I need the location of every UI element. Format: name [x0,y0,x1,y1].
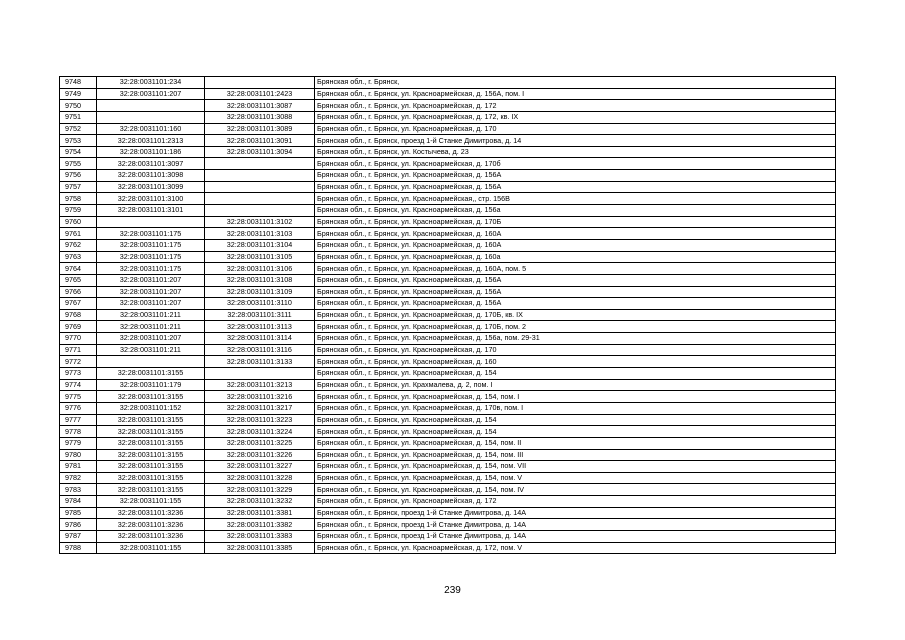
table-row [60,426,836,438]
table-row [60,181,836,193]
object-number-cell [205,205,315,217]
parcel-number-cell: 32:28:0031101:3155 [97,472,205,484]
parcel-number-cell: 32:28:0031101:179 [97,379,205,391]
parcel-number-cell: 32:28:0031101:207 [97,298,205,310]
object-number-cell [205,77,315,89]
parcel-number-cell [97,111,205,123]
table-row [60,379,836,391]
table-row [60,519,836,531]
address-cell: Брянская обл., г. Брянск, ул. Красноармейская, д. 154 [315,368,836,380]
row-number-cell: 9751 [60,111,97,123]
address-cell: Брянская обл., г. Брянск, ул. Красноармейская, д. 160А [315,239,836,251]
object-number-cell: 32:28:0031101:3103 [205,228,315,240]
row-number-cell: 9775 [60,391,97,403]
table-row [60,472,836,484]
address-cell: Брянская обл., г. Брянск, ул. Красноармейская, д. 154 [315,426,836,438]
parcel-number-cell: 32:28:0031101:3155 [97,414,205,426]
object-number-cell: 32:28:0031101:3102 [205,216,315,228]
parcel-number-cell: 32:28:0031101:3101 [97,205,205,217]
parcel-number-cell: 32:28:0031101:211 [97,309,205,321]
address-cell: Брянская обл., г. Брянск, ул. Красноармейская, д. 156А [315,170,836,182]
page-number: 239 [444,585,461,596]
object-number-cell: 32:28:0031101:3216 [205,391,315,403]
object-number-cell: 32:28:0031101:3111 [205,309,315,321]
address-cell: Брянская обл., г. Брянск, ул. Красноармейская, д. 156А [315,298,836,310]
address-cell: Брянская обл., г. Брянск, ул. Красноармейская, д. 160А, пом. 5 [315,263,836,275]
address-cell: Брянская обл., г. Брянск, ул. Крахмалева, д. 2, пом. I [315,379,836,391]
address-cell: Брянская обл., г. Брянск, ул. Красноармейская, д. 154, пом. IV [315,484,836,496]
table-row [60,228,836,240]
parcel-number-cell: 32:28:0031101:155 [97,542,205,554]
table-row [60,507,836,519]
table-row [60,251,836,263]
row-number-cell: 9768 [60,309,97,321]
parcel-number-cell: 32:28:0031101:207 [97,274,205,286]
table-row [60,344,836,356]
object-number-cell: 32:28:0031101:3385 [205,542,315,554]
row-number-cell: 9767 [60,298,97,310]
address-cell: Брянская обл., г. Брянск, ул. Красноармейская, д. 172, пом. V [315,542,836,554]
table-row [60,146,836,158]
table-row [60,309,836,321]
row-number-cell: 9782 [60,472,97,484]
row-number-cell: 9748 [60,77,97,89]
table-row [60,437,836,449]
parcel-number-cell: 32:28:0031101:3155 [97,449,205,461]
address-cell: Брянская обл., г. Брянск, ул. Красноармейская, д. 156а [315,205,836,217]
object-number-cell [205,193,315,205]
object-number-cell: 32:28:0031101:3224 [205,426,315,438]
parcel-number-cell: 32:28:0031101:3155 [97,391,205,403]
object-number-cell: 32:28:0031101:3113 [205,321,315,333]
row-number-cell: 9752 [60,123,97,135]
object-number-cell: 32:28:0031101:2423 [205,88,315,100]
parcel-number-cell: 32:28:0031101:3155 [97,437,205,449]
address-cell: Брянская обл., г. Брянск, проезд 1-й Станке Димитрова, д. 14А [315,530,836,542]
object-number-cell [205,170,315,182]
object-number-cell: 32:28:0031101:3109 [205,286,315,298]
table-row [60,356,836,368]
object-number-cell: 32:28:0031101:3383 [205,530,315,542]
address-cell: Брянская обл., г. Брянск, проезд 1-й Станке Димитрова, д. 14А [315,519,836,531]
address-cell: Брянская обл., г. Брянск, ул. Красноармейская, д. 170 [315,344,836,356]
object-number-cell [205,181,315,193]
parcel-number-cell: 32:28:0031101:207 [97,333,205,345]
address-cell: Брянская обл., г. Брянск, ул. Красноармейская, д. 154, пом. VII [315,461,836,473]
address-cell: Брянская обл., г. Брянск, ул. Красноармейская, д. 154, пом. V [315,472,836,484]
address-cell: Брянская обл., г. Брянск, ул. Красноармейская, д. 170Б, пом. 2 [315,321,836,333]
address-cell: Брянская обл., г. Брянск, проезд 1-й Станке Димитрова, д. 14 [315,135,836,147]
row-number-cell: 9773 [60,368,97,380]
row-number-cell: 9765 [60,274,97,286]
object-number-cell: 32:28:0031101:3217 [205,402,315,414]
parcel-number-cell: 32:28:0031101:3236 [97,519,205,531]
address-cell: Брянская обл., г. Брянск, проезд 1-й Станке Димитрова, д. 14А [315,507,836,519]
row-number-cell: 9785 [60,507,97,519]
object-number-cell: 32:28:0031101:3223 [205,414,315,426]
address-cell: Брянская обл., г. Брянск, ул. Красноармейская, д. 160 [315,356,836,368]
object-number-cell: 32:28:0031101:3116 [205,344,315,356]
address-cell: Брянская обл., г. Брянск, ул. Красноармейская, д. 156А [315,181,836,193]
parcel-number-cell: 32:28:0031101:3155 [97,368,205,380]
address-cell: Брянская обл., г. Брянск, ул. Красноармейская, д. 172 [315,100,836,112]
table-row [60,496,836,508]
row-number-cell: 9760 [60,216,97,228]
address-cell: Брянская обл., г. Брянск, ул. Красноармейская, д. 154, пом. I [315,391,836,403]
table-row [60,484,836,496]
row-number-cell: 9759 [60,205,97,217]
row-number-cell: 9778 [60,426,97,438]
object-number-cell: 32:28:0031101:3382 [205,519,315,531]
parcel-number-cell: 32:28:0031101:211 [97,321,205,333]
row-number-cell: 9788 [60,542,97,554]
address-cell: Брянская обл., г. Брянск, ул. Красноармейская, д. 160А [315,228,836,240]
parcel-number-cell: 32:28:0031101:3099 [97,181,205,193]
parcel-number-cell: 32:28:0031101:3155 [97,461,205,473]
parcel-number-cell: 32:28:0031101:207 [97,88,205,100]
address-cell: Брянская обл., г. Брянск, ул. Красноармейская, д. 172, кв. IX [315,111,836,123]
row-number-cell: 9781 [60,461,97,473]
address-cell: Брянская обл., г. Брянск, ул. Красноармейская, д. 156а, пом. 29-31 [315,333,836,345]
parcel-number-cell: 32:28:0031101:3100 [97,193,205,205]
address-cell: Брянская обл., г. Брянск, ул. Красноармейская, д. 154 [315,414,836,426]
table-row [60,274,836,286]
parcel-number-cell: 32:28:0031101:211 [97,344,205,356]
parcel-number-cell: 32:28:0031101:3236 [97,507,205,519]
table-row [60,286,836,298]
object-number-cell: 32:28:0031101:3105 [205,251,315,263]
address-cell: Брянская обл., г. Брянск, ул. Красноармейская, д. 170 [315,123,836,135]
object-number-cell: 32:28:0031101:3106 [205,263,315,275]
object-number-cell: 32:28:0031101:3213 [205,379,315,391]
parcel-number-cell: 32:28:0031101:175 [97,228,205,240]
address-cell: Брянская обл., г. Брянск, ул. Красноармейская, д. 170б [315,158,836,170]
address-cell: Брянская обл., г. Брянск, ул. Красноармейская, д. 170Б, кв. IX [315,309,836,321]
object-number-cell: 32:28:0031101:3110 [205,298,315,310]
parcel-number-cell: 32:28:0031101:175 [97,251,205,263]
object-number-cell: 32:28:0031101:3104 [205,239,315,251]
address-cell: Брянская обл., г. Брянск, ул. Красноармейская, д. 156А [315,274,836,286]
row-number-cell: 9754 [60,146,97,158]
registry-table-body [60,77,836,554]
table-row [60,298,836,310]
row-number-cell: 9783 [60,484,97,496]
address-cell: Брянская обл., г. Брянск, ул. Красноармейская, д. 160а [315,251,836,263]
object-number-cell: 32:28:0031101:3133 [205,356,315,368]
parcel-number-cell: 32:28:0031101:234 [97,77,205,89]
object-number-cell [205,158,315,170]
row-number-cell: 9764 [60,263,97,275]
object-number-cell: 32:28:0031101:3227 [205,461,315,473]
table-row [60,100,836,112]
object-number-cell: 32:28:0031101:3108 [205,274,315,286]
parcel-number-cell [97,216,205,228]
row-number-cell: 9787 [60,530,97,542]
object-number-cell: 32:28:0031101:3087 [205,100,315,112]
address-cell: Брянская обл., г. Брянск, ул. Красноармейская, д. 170в, пом. I [315,402,836,414]
row-number-cell: 9766 [60,286,97,298]
address-cell: Брянская обл., г. Брянск, ул. Красноармейская, д. 172 [315,496,836,508]
object-number-cell: 32:28:0031101:3091 [205,135,315,147]
row-number-cell: 9770 [60,333,97,345]
table-row [60,158,836,170]
row-number-cell: 9784 [60,496,97,508]
address-cell: Брянская обл., г. Брянск, ул. Красноармейская, д. 156А, пом. I [315,88,836,100]
table-row [60,530,836,542]
parcel-number-cell: 32:28:0031101:175 [97,263,205,275]
table-row [60,368,836,380]
object-number-cell [205,368,315,380]
row-number-cell: 9757 [60,181,97,193]
row-number-cell: 9780 [60,449,97,461]
object-number-cell: 32:28:0031101:3225 [205,437,315,449]
table-row [60,391,836,403]
address-cell: Брянская обл., г. Брянск, [315,77,836,89]
object-number-cell: 32:28:0031101:3228 [205,472,315,484]
table-row [60,461,836,473]
object-number-cell: 32:28:0031101:3088 [205,111,315,123]
table-row [60,263,836,275]
table-row [60,77,836,89]
parcel-number-cell: 32:28:0031101:2313 [97,135,205,147]
parcel-number-cell: 32:28:0031101:152 [97,402,205,414]
row-number-cell: 9779 [60,437,97,449]
parcel-number-cell: 32:28:0031101:3155 [97,426,205,438]
registry-table [59,76,836,554]
table-row [60,193,836,205]
row-number-cell: 9772 [60,356,97,368]
row-number-cell: 9755 [60,158,97,170]
parcel-number-cell [97,100,205,112]
table-row [60,88,836,100]
parcel-number-cell: 32:28:0031101:175 [97,239,205,251]
table-row [60,414,836,426]
table-row [60,111,836,123]
row-number-cell: 9761 [60,228,97,240]
row-number-cell: 9776 [60,402,97,414]
table-row [60,216,836,228]
table-row [60,239,836,251]
table-row [60,333,836,345]
row-number-cell: 9771 [60,344,97,356]
row-number-cell: 9769 [60,321,97,333]
object-number-cell: 32:28:0031101:3089 [205,123,315,135]
object-number-cell: 32:28:0031101:3381 [205,507,315,519]
table-row [60,123,836,135]
parcel-number-cell: 32:28:0031101:3097 [97,158,205,170]
address-cell: Брянская обл., г. Брянск, ул. Красноармейская, д. 156А [315,286,836,298]
object-number-cell: 32:28:0031101:3114 [205,333,315,345]
row-number-cell: 9762 [60,239,97,251]
table-row [60,542,836,554]
row-number-cell: 9786 [60,519,97,531]
table-row [60,205,836,217]
row-number-cell: 9753 [60,135,97,147]
row-number-cell: 9774 [60,379,97,391]
parcel-number-cell: 32:28:0031101:155 [97,496,205,508]
row-number-cell: 9758 [60,193,97,205]
table-row [60,135,836,147]
row-number-cell: 9756 [60,170,97,182]
row-number-cell: 9777 [60,414,97,426]
object-number-cell: 32:28:0031101:3226 [205,449,315,461]
object-number-cell: 32:28:0031101:3232 [205,496,315,508]
table-row [60,449,836,461]
parcel-number-cell: 32:28:0031101:3155 [97,484,205,496]
table-row [60,170,836,182]
object-number-cell: 32:28:0031101:3229 [205,484,315,496]
row-number-cell: 9749 [60,88,97,100]
address-cell: Брянская обл., г. Брянск, ул. Красноармейская, д. 154, пом. II [315,437,836,449]
address-cell: Брянская обл., г. Брянск, ул. Костычева, д. 23 [315,146,836,158]
parcel-number-cell: 32:28:0031101:160 [97,123,205,135]
parcel-number-cell: 32:28:0031101:207 [97,286,205,298]
parcel-number-cell [97,356,205,368]
address-cell: Брянская обл., г. Брянск, ул. Красноармейская, д. 154, пом. III [315,449,836,461]
address-cell: Брянская обл., г. Брянск, ул. Красноармейская, д. 170Б [315,216,836,228]
address-cell: Брянская обл., г. Брянск, ул. Красноармейская,, стр. 156В [315,193,836,205]
table-row [60,321,836,333]
table-row [60,402,836,414]
parcel-number-cell: 32:28:0031101:186 [97,146,205,158]
row-number-cell: 9763 [60,251,97,263]
parcel-number-cell: 32:28:0031101:3236 [97,530,205,542]
parcel-number-cell: 32:28:0031101:3098 [97,170,205,182]
object-number-cell: 32:28:0031101:3094 [205,146,315,158]
row-number-cell: 9750 [60,100,97,112]
